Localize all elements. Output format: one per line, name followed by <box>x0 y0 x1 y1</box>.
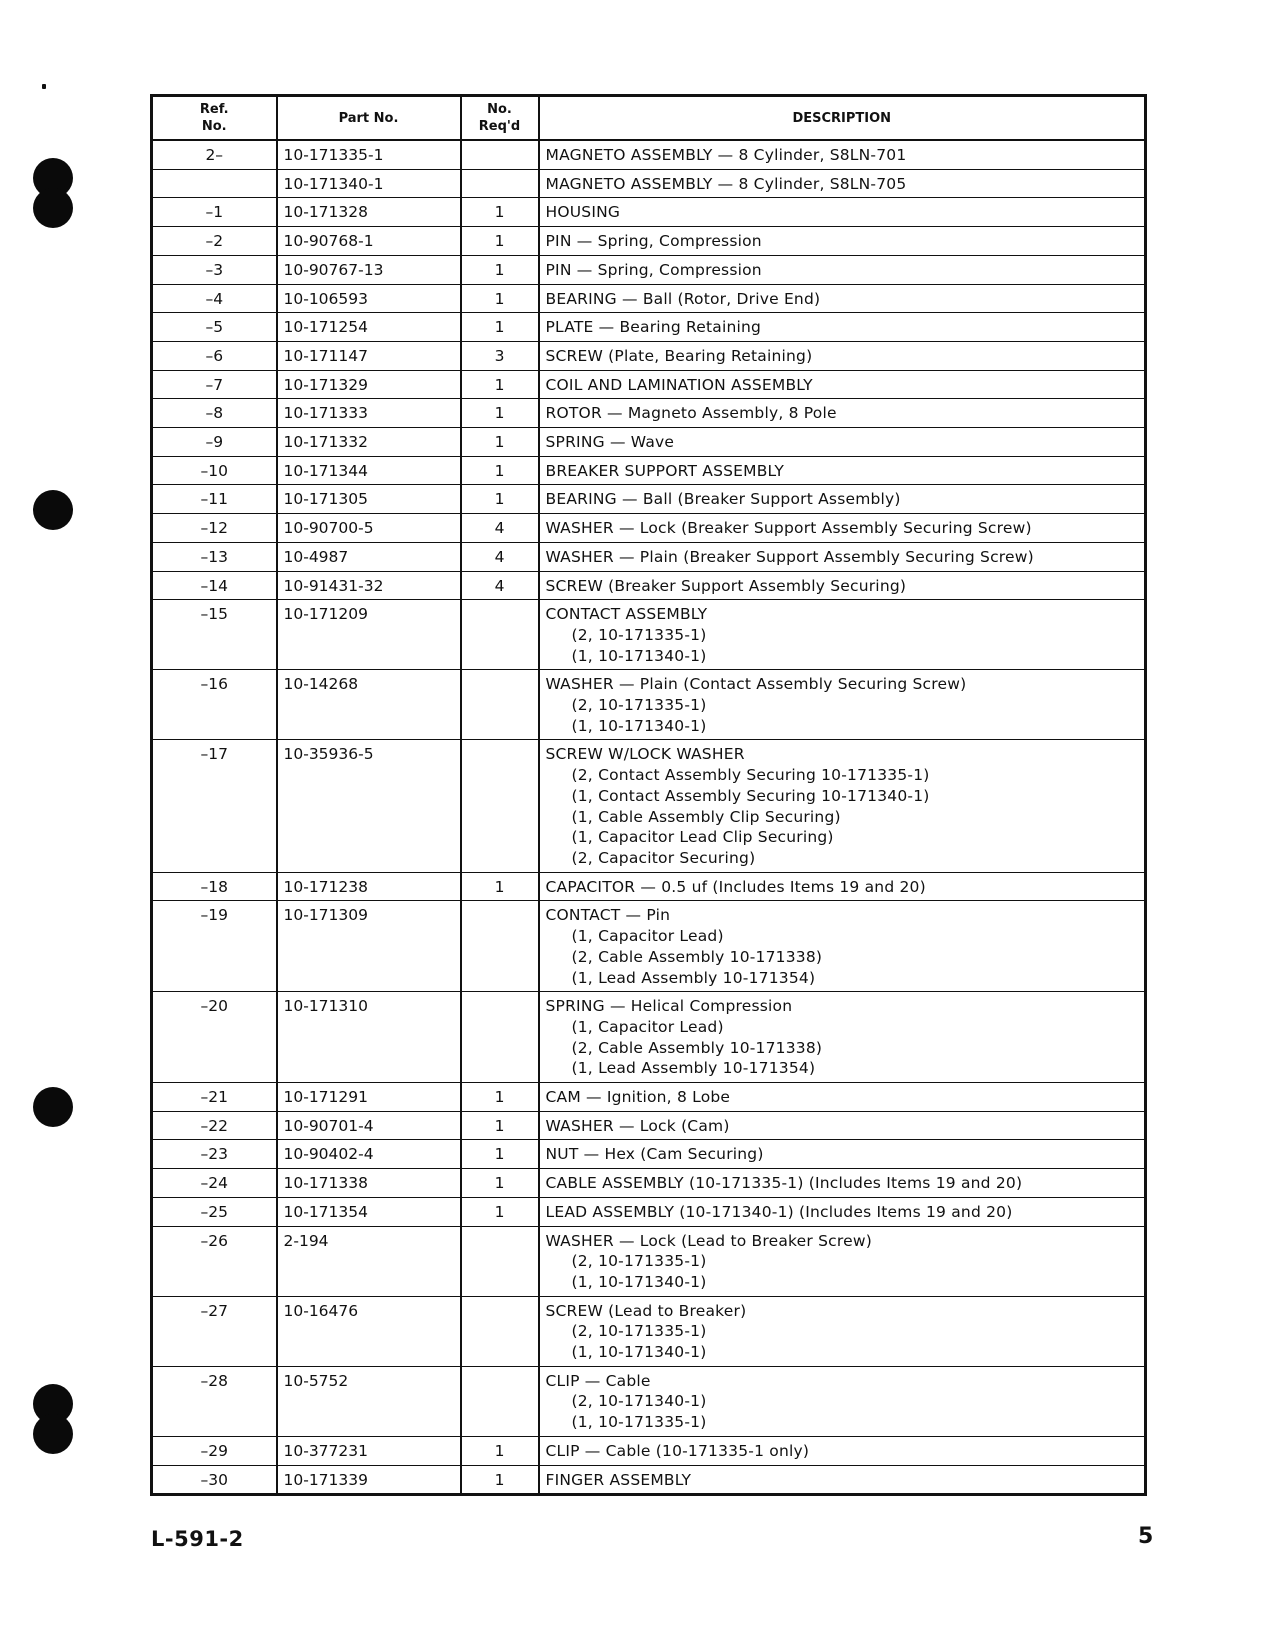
description-cell <box>539 1140 1146 1169</box>
quantity-cell <box>461 670 539 740</box>
quantity-cell: 1 <box>461 198 539 227</box>
table-row <box>152 571 1146 600</box>
description-text: BEARING — Ball (Breaker Support Assembly) <box>545 490 901 509</box>
description-subline: (1, 10-171340-1) <box>571 1343 707 1362</box>
header-qty-line: Req'd <box>478 119 521 134</box>
description-cell <box>539 571 1146 600</box>
quantity-cell: 1 <box>461 872 539 901</box>
description-subline: (1, Capacitor Lead Clip Securing) <box>571 828 834 847</box>
description-cell <box>539 456 1146 485</box>
description-cell <box>539 1436 1146 1465</box>
table-row <box>152 1140 1146 1169</box>
table-header <box>152 96 1146 141</box>
ref-number-cell: –15 <box>152 600 277 670</box>
description-subline: (1, 10-171340-1) <box>571 716 707 735</box>
description-cell <box>539 255 1146 284</box>
part-number-cell: 10-171305 <box>277 485 461 514</box>
description-cell <box>539 370 1146 399</box>
document-number: L-591-2 <box>151 1527 244 1551</box>
table-row <box>152 670 1146 740</box>
part-number-cell: 10-14268 <box>277 670 461 740</box>
part-number-cell: 10-171291 <box>277 1083 461 1112</box>
description-text: CAPACITOR — 0.5 uf (Includes Items 19 and 20) <box>545 877 926 896</box>
description-cell <box>539 169 1146 198</box>
part-number-cell: 10-90701-4 <box>277 1111 461 1140</box>
ref-number-cell: –18 <box>152 872 277 901</box>
ref-number-cell: –12 <box>152 514 277 543</box>
part-number-cell: 10-171335-1 <box>277 140 461 169</box>
part-number-cell: 10-171332 <box>277 428 461 457</box>
table-row <box>152 542 1146 571</box>
table-row <box>152 341 1146 370</box>
description-cell <box>539 399 1146 428</box>
part-number-cell: 10-171309 <box>277 901 461 992</box>
table-row <box>152 901 1146 992</box>
description-text: WASHER — Lock (Lead to Breaker Screw) <box>545 1231 872 1250</box>
quantity-cell <box>461 169 539 198</box>
quantity-cell: 1 <box>461 255 539 284</box>
table-row <box>152 1169 1146 1198</box>
punch-hole <box>33 1414 73 1454</box>
part-number-cell: 10-171344 <box>277 456 461 485</box>
description-text: PIN — Spring, Compression <box>545 260 762 279</box>
part-number-cell: 10-91431-32 <box>277 571 461 600</box>
description-text: SCREW (Breaker Support Assembly Securing) <box>545 576 907 595</box>
part-number-cell: 10-5752 <box>277 1366 461 1436</box>
quantity-cell: 1 <box>461 456 539 485</box>
description-cell <box>539 1296 1146 1366</box>
description-cell <box>539 1197 1146 1226</box>
table-row <box>152 370 1146 399</box>
description-subline: (1, Cable Assembly Clip Securing) <box>571 807 841 826</box>
quantity-cell: 1 <box>461 399 539 428</box>
header-ref-line: Ref. <box>199 102 229 117</box>
ref-number-cell: –7 <box>152 370 277 399</box>
description-cell <box>539 1226 1146 1296</box>
header-description: DESCRIPTION <box>539 96 1146 141</box>
header-ref-no <box>152 96 277 141</box>
ref-number-cell: –10 <box>152 456 277 485</box>
quantity-cell: 1 <box>461 1169 539 1198</box>
ref-number-cell: –28 <box>152 1366 277 1436</box>
description-text: SPRING — Wave <box>545 433 675 452</box>
quantity-cell: 1 <box>461 428 539 457</box>
table-row <box>152 456 1146 485</box>
description-text: HOUSING <box>545 203 621 222</box>
header-qty-line: No. <box>487 102 512 117</box>
ref-number-cell: –26 <box>152 1226 277 1296</box>
table-row <box>152 313 1146 342</box>
description-cell <box>539 670 1146 740</box>
table-row <box>152 1465 1146 1495</box>
ref-number-cell: –14 <box>152 571 277 600</box>
quantity-cell: 1 <box>461 1436 539 1465</box>
table-row <box>152 1197 1146 1226</box>
description-subline: (2, 10-171335-1) <box>571 696 707 715</box>
ref-number-cell: –22 <box>152 1111 277 1140</box>
quantity-cell: 4 <box>461 514 539 543</box>
ref-number-cell: –19 <box>152 901 277 992</box>
ref-number-cell <box>152 169 277 198</box>
description-subline: (1, 10-171340-1) <box>571 646 707 665</box>
table-row <box>152 1366 1146 1436</box>
part-number-cell: 10-171354 <box>277 1197 461 1226</box>
description-text: MAGNETO ASSEMBLY — 8 Cylinder, S8LN-701 <box>545 146 907 164</box>
description-text: NUT — Hex (Cam Securing) <box>545 1145 764 1164</box>
description-subline: (2, Cable Assembly 10-171338) <box>571 1038 823 1057</box>
ref-number-cell: –27 <box>152 1296 277 1366</box>
description-subline: (1, Capacitor Lead) <box>571 1017 724 1036</box>
part-number-cell: 10-90767-13 <box>277 255 461 284</box>
quantity-cell <box>461 1226 539 1296</box>
description-cell <box>539 198 1146 227</box>
description-text: COIL AND LAMINATION ASSEMBLY <box>545 375 813 394</box>
ref-number-cell: –30 <box>152 1465 277 1495</box>
quantity-cell: 1 <box>461 1083 539 1112</box>
description-cell <box>539 901 1146 992</box>
description-subline: (2, 10-171335-1) <box>571 625 707 644</box>
table-row <box>152 1083 1146 1112</box>
part-number-cell: 10-90700-5 <box>277 514 461 543</box>
ref-number-cell: –3 <box>152 255 277 284</box>
part-number-cell: 10-171147 <box>277 341 461 370</box>
description-cell <box>539 1366 1146 1436</box>
description-text: CONTACT — Pin <box>545 906 671 925</box>
part-number-cell: 10-171329 <box>277 370 461 399</box>
ref-number-cell: –11 <box>152 485 277 514</box>
page-mark <box>42 84 46 89</box>
part-number-cell: 10-377231 <box>277 1436 461 1465</box>
ref-number-cell: –20 <box>152 992 277 1083</box>
description-cell <box>539 284 1146 313</box>
description-cell <box>539 341 1146 370</box>
description-cell <box>539 227 1146 256</box>
quantity-cell: 1 <box>461 370 539 399</box>
table-row <box>152 140 1146 169</box>
table-row <box>152 992 1146 1083</box>
description-subline: (2, Capacitor Securing) <box>571 848 756 867</box>
table-row <box>152 169 1146 198</box>
table-row <box>152 1296 1146 1366</box>
description-text: CAM — Ignition, 8 Lobe <box>545 1088 731 1107</box>
description-cell <box>539 872 1146 901</box>
punch-hole <box>33 490 73 530</box>
parts-list-table <box>150 94 1147 1496</box>
quantity-cell: 1 <box>461 1111 539 1140</box>
description-text: BREAKER SUPPORT ASSEMBLY <box>545 461 784 480</box>
table-row <box>152 227 1146 256</box>
description-cell <box>539 542 1146 571</box>
description-text: SCREW (Lead to Breaker) <box>545 1301 747 1320</box>
description-text: WASHER — Lock (Cam) <box>545 1116 730 1135</box>
ref-number-cell: –4 <box>152 284 277 313</box>
ref-number-cell: –2 <box>152 227 277 256</box>
page-number: 5 <box>1138 1524 1154 1549</box>
table-row <box>152 1436 1146 1465</box>
part-number-cell: 10-171339 <box>277 1465 461 1495</box>
description-subline: (1, Lead Assembly 10-171354) <box>571 1059 816 1078</box>
quantity-cell <box>461 140 539 169</box>
part-number-cell: 10-171310 <box>277 992 461 1083</box>
quantity-cell: 3 <box>461 341 539 370</box>
table-row <box>152 198 1146 227</box>
description-subline: (1, Capacitor Lead) <box>571 927 724 946</box>
description-subline: (2, 10-171335-1) <box>571 1252 707 1271</box>
description-text: ROTOR — Magneto Assembly, 8 Pole <box>545 404 837 423</box>
description-text: MAGNETO ASSEMBLY — 8 Cylinder, S8LN-705 <box>545 174 907 193</box>
description-text: BEARING — Ball (Rotor, Drive End) <box>545 289 821 308</box>
description-subline: (1, 10-171340-1) <box>571 1272 707 1291</box>
description-text: CLIP — Cable (10-171335-1 only) <box>545 1441 810 1460</box>
description-text: SCREW (Plate, Bearing Retaining) <box>545 346 813 365</box>
description-text: PIN — Spring, Compression <box>545 232 762 251</box>
table-row <box>152 399 1146 428</box>
header-ref-line: No. <box>201 119 227 134</box>
part-number-cell: 10-171340-1 <box>277 169 461 198</box>
part-number-cell: 10-171328 <box>277 198 461 227</box>
quantity-cell: 1 <box>461 227 539 256</box>
table-body <box>152 140 1146 1495</box>
description-cell <box>539 514 1146 543</box>
description-subline: (2, 10-171335-1) <box>571 1322 707 1341</box>
description-cell <box>539 1169 1146 1198</box>
description-text: PLATE — Bearing Retaining <box>545 318 762 337</box>
punch-hole <box>33 188 73 228</box>
quantity-cell: 4 <box>461 571 539 600</box>
description-text: SCREW W/LOCK WASHER <box>545 745 745 764</box>
description-cell <box>539 140 1146 169</box>
part-number-cell: 10-171338 <box>277 1169 461 1198</box>
description-cell <box>539 740 1146 872</box>
table-row <box>152 872 1146 901</box>
description-cell <box>539 600 1146 670</box>
quantity-cell <box>461 600 539 670</box>
quantity-cell <box>461 1366 539 1436</box>
description-text: FINGER ASSEMBLY <box>545 1470 692 1489</box>
ref-number-cell: –17 <box>152 740 277 872</box>
ref-number-cell: –8 <box>152 399 277 428</box>
ref-number-cell: –25 <box>152 1197 277 1226</box>
table-row <box>152 284 1146 313</box>
ref-number-cell: 2– <box>152 140 277 169</box>
quantity-cell: 1 <box>461 313 539 342</box>
quantity-cell: 1 <box>461 485 539 514</box>
description-cell <box>539 1111 1146 1140</box>
description-cell <box>539 485 1146 514</box>
description-subline: (2, 10-171340-1) <box>571 1392 707 1411</box>
header-qty <box>461 96 539 141</box>
quantity-cell <box>461 1296 539 1366</box>
quantity-cell <box>461 740 539 872</box>
quantity-cell: 4 <box>461 542 539 571</box>
description-subline: (1, 10-171335-1) <box>571 1413 707 1432</box>
part-number-cell: 10-90402-4 <box>277 1140 461 1169</box>
description-subline: (2, Cable Assembly 10-171338) <box>571 947 823 966</box>
part-number-cell: 2-194 <box>277 1226 461 1296</box>
part-number-cell: 10-106593 <box>277 284 461 313</box>
part-number-cell: 10-171254 <box>277 313 461 342</box>
header-part-no: Part No. <box>277 96 461 141</box>
ref-number-cell: –13 <box>152 542 277 571</box>
description-subline: (1, Lead Assembly 10-171354) <box>571 968 816 987</box>
description-text: CLIP — Cable <box>545 1371 651 1390</box>
part-number-cell: 10-16476 <box>277 1296 461 1366</box>
ref-number-cell: –24 <box>152 1169 277 1198</box>
table-row <box>152 600 1146 670</box>
part-number-cell: 10-171238 <box>277 872 461 901</box>
quantity-cell: 1 <box>461 1140 539 1169</box>
quantity-cell <box>461 901 539 992</box>
part-number-cell: 10-90768-1 <box>277 227 461 256</box>
quantity-cell <box>461 992 539 1083</box>
description-text: SPRING — Helical Compression <box>545 997 793 1016</box>
description-text: CABLE ASSEMBLY (10-171335-1) (Includes Items 19 and 20) <box>545 1174 1023 1193</box>
ref-number-cell: –21 <box>152 1083 277 1112</box>
ref-number-cell: –5 <box>152 313 277 342</box>
quantity-cell: 1 <box>461 1197 539 1226</box>
table-row <box>152 255 1146 284</box>
ref-number-cell: –23 <box>152 1140 277 1169</box>
description-text: CONTACT ASSEMBLY <box>545 605 708 624</box>
description-cell <box>539 1465 1146 1495</box>
description-subline: (1, Contact Assembly Securing 10-171340-1) <box>571 786 930 805</box>
punch-hole <box>33 1087 73 1127</box>
description-text: LEAD ASSEMBLY (10-171340-1) (Includes Items 19 and 20) <box>545 1202 1013 1221</box>
ref-number-cell: –6 <box>152 341 277 370</box>
part-number-cell: 10-171209 <box>277 600 461 670</box>
ref-number-cell: –29 <box>152 1436 277 1465</box>
ref-number-cell: –9 <box>152 428 277 457</box>
quantity-cell: 1 <box>461 1465 539 1495</box>
table-row <box>152 514 1146 543</box>
part-number-cell: 10-4987 <box>277 542 461 571</box>
table-row <box>152 1226 1146 1296</box>
table-row <box>152 740 1146 872</box>
part-number-cell: 10-35936-5 <box>277 740 461 872</box>
table-row <box>152 428 1146 457</box>
table-row <box>152 485 1146 514</box>
description-text: WASHER — Plain (Contact Assembly Securing Screw) <box>545 675 967 694</box>
description-text: WASHER — Plain (Breaker Support Assembly Securing Screw) <box>545 547 1034 566</box>
quantity-cell: 1 <box>461 284 539 313</box>
description-cell <box>539 428 1146 457</box>
description-cell <box>539 992 1146 1083</box>
description-text: WASHER — Lock (Breaker Support Assembly Securing Screw) <box>545 519 1032 538</box>
description-subline: (2, Contact Assembly Securing 10-171335-1) <box>571 766 930 785</box>
part-number-cell: 10-171333 <box>277 399 461 428</box>
table-row <box>152 1111 1146 1140</box>
description-cell <box>539 313 1146 342</box>
ref-number-cell: –1 <box>152 198 277 227</box>
description-cell <box>539 1083 1146 1112</box>
ref-number-cell: –16 <box>152 670 277 740</box>
